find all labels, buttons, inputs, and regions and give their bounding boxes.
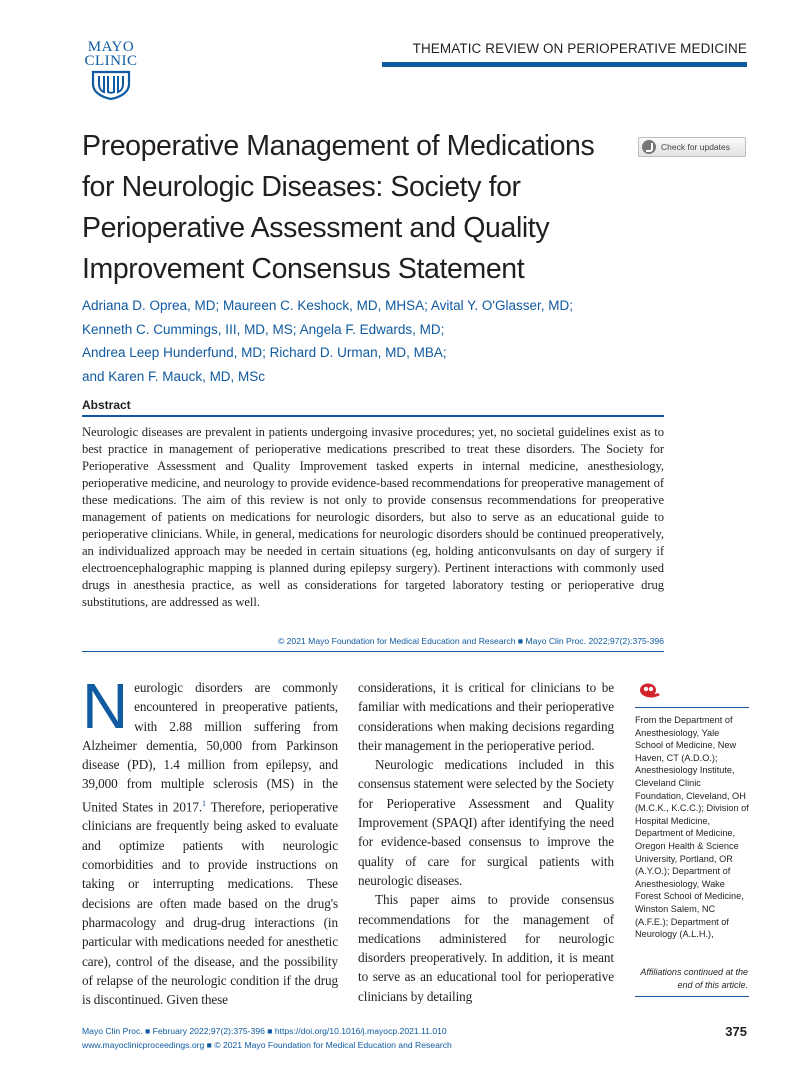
- abstract-heading: Abstract: [82, 398, 131, 412]
- author-line: Andrea Leep Hunderfund, MD; Richard D. Urman, MD, MBA;: [82, 345, 447, 360]
- body-column-1: [82, 670, 338, 1009]
- abstract-rule: [82, 415, 664, 417]
- footer-website[interactable]: www.mayoclinicproceedings.org ■ © 2021 Mayo Foundation for Medical Education and Research: [82, 1039, 452, 1050]
- author-line: Adriana D. Oprea, MD; Maureen C. Keshock, MD, MHSA; Avital Y. O'Glasser, MD;: [82, 298, 574, 313]
- body-paragraph: considerations, it is critical for clinicians to be familiar with medications and their perioperative considerations when making decisions regarding their management in the perioperative period.: [358, 680, 614, 753]
- affiliation-bottom-rule: [635, 996, 749, 997]
- affiliation-icon: [637, 682, 663, 702]
- page-footer: [82, 1025, 452, 1052]
- affiliation-continued-note: Affiliations continued at the end of this article.: [640, 967, 748, 990]
- author-line: Kenneth C. Cummings, III, MD, MS; Angela F. Edwards, MD;: [82, 321, 445, 337]
- header-rule: [382, 62, 747, 67]
- logo-word-mayo: MAYO: [87, 39, 135, 55]
- three-shields-icon: [91, 70, 131, 100]
- body-paragraph: This paper aims to provide consensus recommendations for the management of medications administered for neurologic disorders preoperatively. In addition, it is meant to serve as an educational tool for perioperative clinicians by detailing: [358, 892, 614, 1004]
- check-for-updates-label: Check for updates: [661, 142, 730, 152]
- affiliation-rule: [635, 707, 749, 708]
- body-paragraph: [82, 670, 338, 1009]
- body-text: eurologic disorders are commonly encountered in preoperative patients, with 2.88 million suffering from Alzheimer dementia, 50,000 from Parkinson disease (PD), 1.4 million from epilepsy, and 39,000 from multiple sclerosis (MS) in the United States in 2017.: [82, 680, 338, 815]
- article-title: Preoperative Management of Medications for Neurologic Diseases: Society for Perioperative Assessment and Quality Improvement Consensus Statement: [82, 130, 595, 285]
- body-paragraph: Neurologic medications included in this consensus statement were selected by the Society for Perioperative Assessment and Quality Improvement (SPAQI) after identifying the need for evidence-based consensus to improve the quality of care for surgical patients with neurologic diseases.: [358, 757, 614, 888]
- section-label: THEMATIC REVIEW ON PERIOPERATIVE MEDICINE: [412, 41, 747, 56]
- mayo-clinic-logo: [80, 40, 142, 100]
- affiliation-text: From the Department of Anesthesiology, Yale School of Medicine, New Haven, CT (A.D.O.); Anesthesiology Institute, Cleveland Clinic Foundation, Cleveland, OH (M.C.K., K.C.C.); Division of Hospital Medicine, Department of Medicine, Oregon Health & Science University, Portland, OR (A.Y.O.); Department of Anesthesiology, Wake Forest School of Medicine, Winston Salem, NC (A.F.E.); Department of Neurology (A.L.H.),: [635, 715, 749, 940]
- logo-word-clinic: CLINIC: [84, 53, 138, 69]
- author-line: and Karen F. Mauck, MD, MSc: [82, 368, 266, 384]
- abstract-text: Neurologic diseases are prevalent in patients undergoing invasive procedures; yet, no societal guidelines exist as to best practice in management of perioperative medications prescribed to treat these disorders. The Society for Perioperative Assessment and Quality Improvement tasked experts in internal medicine, anesthesiology, perioperative medicine, and neurology to provide evidence-based recommendations for preoperative management of these medications. The aim of this review is not only to provide consensus recommendations for preoperative management of patients on medications for neurologic disorders, but also to serve as an educational guide to perioperative clinicians. While, in general, medications for neurologic disorders should be continued preoperatively, an individualized approach may be needed in certain situations (eg, holding anticonvulsants on day of surgery if electroencephalographic mapping is planned during epilepsy surgery). Pertinent interactions with commonly used drugs in anesthesia practice, as well as considerations for targeted laboratory testing or perioperative drug substitutions, are addressed as well.: [82, 425, 664, 609]
- abstract-bottom-rule: [82, 651, 664, 652]
- crossmark-icon: [642, 140, 656, 154]
- footer-citation[interactable]: Mayo Clin Proc. ■ February 2022;97(2):375-396 ■ https://doi.org/10.1016/j.mayocp.2021.11.010: [82, 1026, 447, 1036]
- body-column-2: [358, 678, 614, 1006]
- page-number: 375: [725, 1024, 747, 1039]
- citation-line: © 2021 Mayo Foundation for Medical Education and Research ■ Mayo Clin Proc. 2022;97(2):375-396: [277, 636, 664, 646]
- reference-link[interactable]: 1: [202, 798, 206, 808]
- body-text: Therefore, perioperative clinicians are frequently being asked to evaluate and optimize patients with neurologic comorbidities and to provide instructions on taking or interrupting medications. These decisions are often made based on the drug's pharmacology and drug-drug interactions (in particular with medications needed for anesthetic care), control of the disease, and the possibility of relapse of the neurologic condition if the drug is discontinued. Given these: [82, 799, 338, 1008]
- check-for-updates-button[interactable]: [638, 137, 746, 157]
- drop-cap: N: [82, 670, 129, 742]
- author-list: [82, 294, 642, 388]
